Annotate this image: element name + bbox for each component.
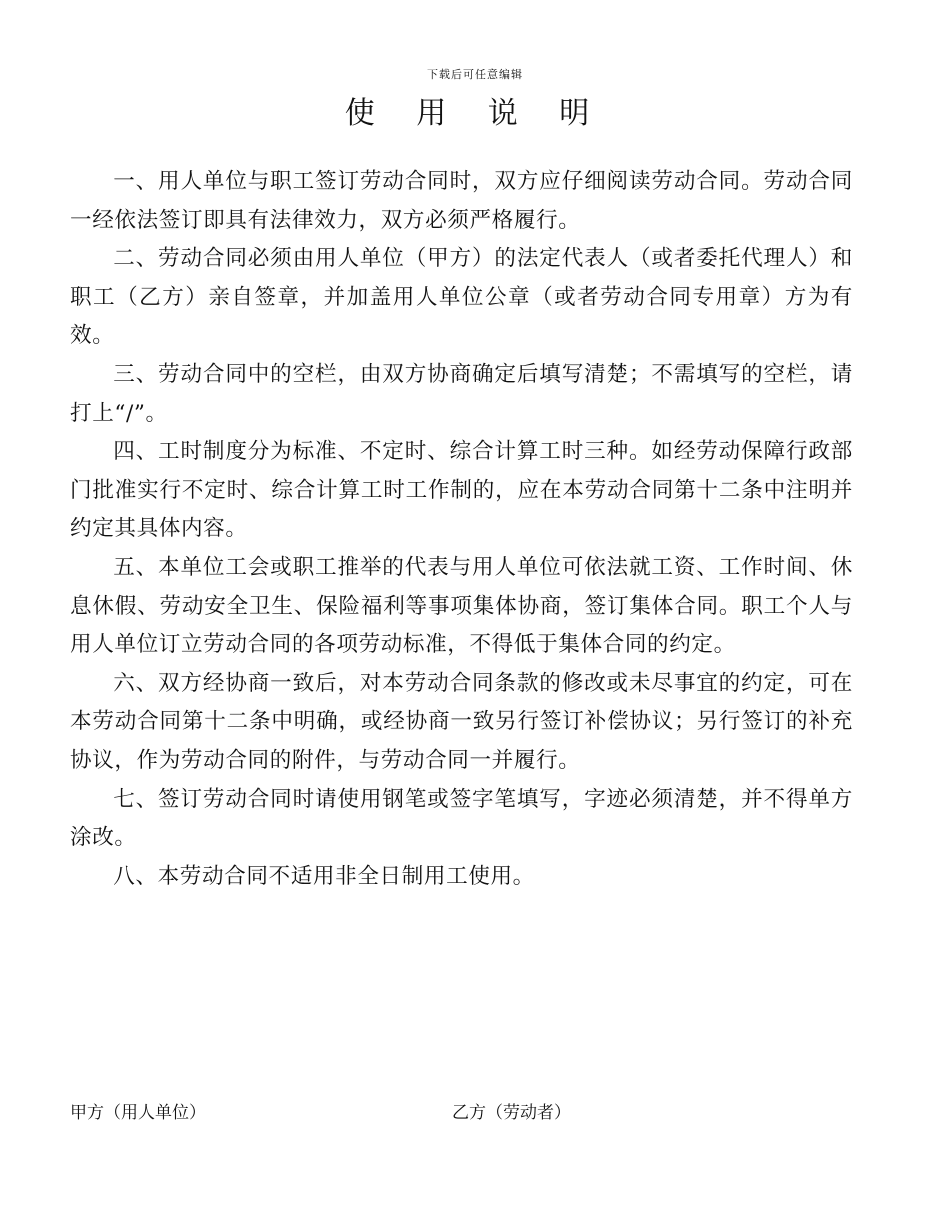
instruction-paragraph-2: 二、劳动合同必须由用人单位（甲方）的法定代表人（或者委托代理人）和职工（乙方）亲自签章，并加盖用人单位公章（或者劳动合同专用章）方为有效。 [70,246,853,349]
instruction-paragraph-3: 三、劳动合同中的空栏，由双方协商确定后填写清楚；不需填写的空栏，请打上“/”。 [70,361,853,426]
instruction-paragraph-1: 一、用人单位与职工签订劳动合同时，双方应仔细阅读劳动合同。劳动合同一经依法签订即具有法律效力，双方必须严格履行。 [70,169,853,233]
instruction-paragraph-8: 八、本劳动合同不适用非全日制用工使用。 [113,863,535,889]
instruction-paragraph-5: 五、本单位工会或职工推举的代表与用人单位可依法就工资、工作时间、休息休假、劳动安全卫生、保险福利等事项集体协商，签订集体合同。职工个人与用人单位订立劳动合同的各项劳动标准，不得低于集体合同的约定。 [70,554,853,658]
party-a-signature-label: 甲方（用人单位） [70,1103,206,1123]
signature-row [70,1098,853,1124]
instruction-paragraph-6: 六、双方经协商一致后，对本劳动合同条款的修改或未尽事宜的约定，可在本劳动合同第十二条中明确，或经协商一致另行签订补偿协议；另行签订的补充协议，作为劳动合同的附件，与劳动合同一并履行。 [70,670,853,773]
instruction-paragraph-4: 四、工时制度分为标准、不定时、综合计算工时三种。如经劳动保障行政部门批准实行不定时、综合计算工时工作制的，应在本劳动合同第十二条中注明并约定其具体内容。 [70,439,853,542]
instruction-paragraph-7: 七、签订劳动合同时请使用钢笔或签字笔填写，字迹必须清楚，并不得单方涂改。 [70,786,853,851]
page-header-note: 下载后可任意编辑 [427,68,523,81]
party-b-signature-label: 乙方（劳动者） [452,1103,571,1123]
instructions-body [70,163,853,896]
page-title: 使 用 说 明 [344,96,606,131]
